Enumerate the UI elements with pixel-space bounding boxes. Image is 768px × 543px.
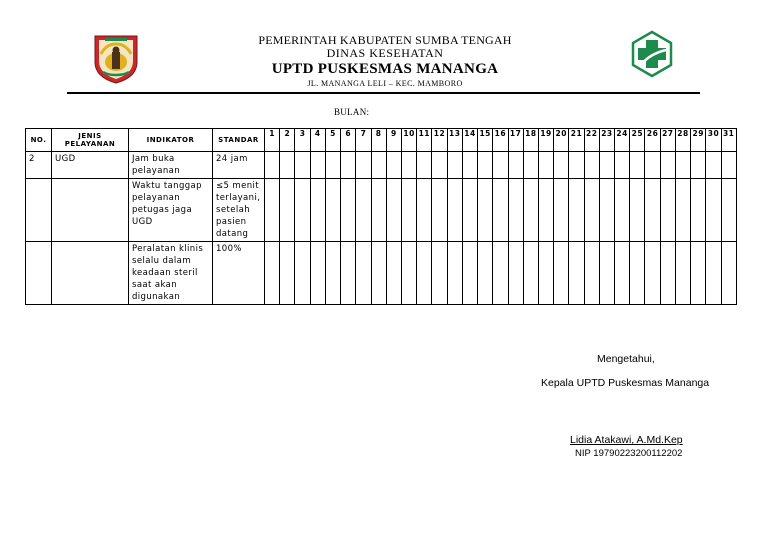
header-day-25: 25 [630, 129, 645, 152]
bulan-label: BULAN: [334, 107, 370, 117]
cell-day-19[interactable] [538, 179, 553, 242]
cell-day-9[interactable] [386, 179, 401, 242]
cell-day-10[interactable] [401, 179, 416, 242]
cell-indikator: Waktu tanggap pelayanan petugas jaga UGD [129, 179, 213, 242]
cell-day-11[interactable] [417, 242, 432, 305]
header-day-11: 11 [417, 129, 432, 152]
cell-day-16[interactable] [493, 152, 508, 179]
cell-day-21[interactable] [569, 242, 584, 305]
indicator-table [25, 128, 737, 305]
cell-day-3[interactable] [295, 179, 310, 242]
header-day-4: 4 [310, 129, 325, 152]
cell-day-24[interactable] [615, 152, 630, 179]
header-day-24: 24 [615, 129, 630, 152]
cell-day-1[interactable] [265, 152, 280, 179]
cell-day-25[interactable] [630, 179, 645, 242]
cell-day-2[interactable] [280, 152, 295, 179]
cell-day-8[interactable] [371, 152, 386, 179]
header-day-16: 16 [493, 129, 508, 152]
cell-jenis-pelayanan [52, 242, 129, 305]
header-no: NO. [26, 129, 52, 152]
cell-day-28[interactable] [675, 152, 690, 179]
header-day-30: 30 [706, 129, 721, 152]
cell-day-17[interactable] [508, 152, 523, 179]
cell-day-7[interactable] [356, 179, 371, 242]
header-day-3: 3 [295, 129, 310, 152]
cell-day-9[interactable] [386, 152, 401, 179]
cell-standar: 24 jam [213, 152, 265, 179]
header-day-23: 23 [599, 129, 614, 152]
signature-name: Lidia Atakawi, A.Md.Kep [570, 434, 683, 446]
header-day-20: 20 [554, 129, 569, 152]
cell-day-21[interactable] [569, 152, 584, 179]
header-day-5: 5 [325, 129, 340, 152]
cell-day-28[interactable] [675, 179, 690, 242]
header-day-31: 31 [721, 129, 736, 152]
header-divider [67, 92, 700, 94]
header-standar: STANDAR [213, 129, 265, 152]
cell-day-29[interactable] [691, 242, 706, 305]
cell-day-12[interactable] [432, 152, 447, 179]
cell-day-14[interactable] [462, 242, 477, 305]
cell-day-15[interactable] [478, 242, 493, 305]
header-day-29: 29 [691, 129, 706, 152]
header-day-28: 28 [675, 129, 690, 152]
cell-day-8[interactable] [371, 179, 386, 242]
cell-day-23[interactable] [599, 152, 614, 179]
header-day-7: 7 [356, 129, 371, 152]
cell-day-12[interactable] [432, 242, 447, 305]
cell-day-23[interactable] [599, 179, 614, 242]
cell-day-2[interactable] [280, 242, 295, 305]
cell-day-17[interactable] [508, 242, 523, 305]
table-row [26, 179, 737, 242]
header-day-21: 21 [569, 129, 584, 152]
cell-day-3[interactable] [295, 242, 310, 305]
cell-day-26[interactable] [645, 179, 660, 242]
cell-day-21[interactable] [569, 179, 584, 242]
header-day-14: 14 [462, 129, 477, 152]
cell-day-19[interactable] [538, 152, 553, 179]
cell-day-2[interactable] [280, 179, 295, 242]
cell-day-29[interactable] [691, 179, 706, 242]
signature-mengetahui: Mengetahui, [597, 353, 655, 365]
header-day-2: 2 [280, 129, 295, 152]
header-day-12: 12 [432, 129, 447, 152]
cell-day-27[interactable] [660, 152, 675, 179]
cell-day-15[interactable] [478, 152, 493, 179]
cell-no: 2 [26, 152, 52, 179]
cell-day-31[interactable] [721, 242, 736, 305]
cell-day-20[interactable] [554, 152, 569, 179]
cell-day-16[interactable] [493, 179, 508, 242]
cell-day-19[interactable] [538, 242, 553, 305]
header-day-8: 8 [371, 129, 386, 152]
cell-day-22[interactable] [584, 242, 599, 305]
header-government-line: PEMERINTAH KABUPATEN SUMBA TENGAH [258, 33, 512, 47]
header-day-17: 17 [508, 129, 523, 152]
table-header-row [26, 129, 737, 152]
cell-day-3[interactable] [295, 152, 310, 179]
cell-jenis-pelayanan: UGD [52, 152, 129, 179]
cell-day-7[interactable] [356, 242, 371, 305]
cell-day-11[interactable] [417, 179, 432, 242]
cell-jenis-pelayanan [52, 179, 129, 242]
cell-day-27[interactable] [660, 179, 675, 242]
cell-day-17[interactable] [508, 179, 523, 242]
cell-day-4[interactable] [310, 179, 325, 242]
header-day-10: 10 [401, 129, 416, 152]
cell-day-14[interactable] [462, 179, 477, 242]
table-row [26, 152, 737, 179]
cell-day-13[interactable] [447, 179, 462, 242]
header-day-19: 19 [538, 129, 553, 152]
cell-day-22[interactable] [584, 152, 599, 179]
cell-day-13[interactable] [447, 152, 462, 179]
cell-day-29[interactable] [691, 152, 706, 179]
cell-day-13[interactable] [447, 242, 462, 305]
header-day-22: 22 [584, 129, 599, 152]
cell-day-18[interactable] [523, 152, 538, 179]
cell-standar: 100% [213, 242, 265, 305]
cell-day-18[interactable] [523, 242, 538, 305]
cell-day-9[interactable] [386, 242, 401, 305]
cell-day-6[interactable] [341, 242, 356, 305]
header-day-26: 26 [645, 129, 660, 152]
cell-day-31[interactable] [721, 179, 736, 242]
cell-day-5[interactable] [325, 242, 340, 305]
cell-day-10[interactable] [401, 152, 416, 179]
cell-day-30[interactable] [706, 242, 721, 305]
cell-day-31[interactable] [721, 152, 736, 179]
cell-day-30[interactable] [706, 179, 721, 242]
header-department-line: DINAS KESEHATAN [326, 46, 444, 60]
header-day-27: 27 [660, 129, 675, 152]
header-day-18: 18 [523, 129, 538, 152]
cell-day-28[interactable] [675, 242, 690, 305]
signature-position: Kepala UPTD Puskesmas Mananga [541, 377, 710, 389]
signature-nip: NIP 19790223200112202 [575, 448, 683, 459]
cell-day-15[interactable] [478, 179, 493, 242]
cell-day-20[interactable] [554, 242, 569, 305]
header-day-15: 15 [478, 129, 493, 152]
cell-indikator: Peralatan klinis selalu dalam keadaan steril saat akan digunakan [129, 242, 213, 305]
cell-day-4[interactable] [310, 242, 325, 305]
cell-day-6[interactable] [341, 152, 356, 179]
cell-day-27[interactable] [660, 242, 675, 305]
cell-day-26[interactable] [645, 242, 660, 305]
header-day-1: 1 [265, 129, 280, 152]
cell-day-24[interactable] [615, 179, 630, 242]
cell-day-25[interactable] [630, 242, 645, 305]
cell-day-16[interactable] [493, 242, 508, 305]
header-institution-title: UPTD PUSKESMAS MANANGA [271, 61, 499, 77]
cell-no [26, 242, 52, 305]
header-indikator: INDIKATOR [129, 129, 213, 152]
cell-day-14[interactable] [462, 152, 477, 179]
cell-day-1[interactable] [265, 179, 280, 242]
cell-day-24[interactable] [615, 242, 630, 305]
cell-day-23[interactable] [599, 242, 614, 305]
cell-day-12[interactable] [432, 179, 447, 242]
cell-day-1[interactable] [265, 242, 280, 305]
table-row [26, 242, 737, 305]
cell-day-22[interactable] [584, 179, 599, 242]
header-jenis-pelayanan: JENIS PELAYANAN [52, 129, 129, 152]
puskesmas-logo-icon [628, 30, 676, 78]
cell-day-20[interactable] [554, 179, 569, 242]
header-address-line: JL. MANANGA LELI – KEC. MAMBORO [307, 79, 463, 88]
cell-day-10[interactable] [401, 242, 416, 305]
cell-day-5[interactable] [325, 179, 340, 242]
cell-day-5[interactable] [325, 152, 340, 179]
cell-standar: ≤5 menit terlayani, setelah pasien datang [213, 179, 265, 242]
cell-day-8[interactable] [371, 242, 386, 305]
cell-day-4[interactable] [310, 152, 325, 179]
sumba-tengah-emblem-icon [91, 32, 141, 84]
header-day-6: 6 [341, 129, 356, 152]
cell-day-26[interactable] [645, 152, 660, 179]
cell-day-11[interactable] [417, 152, 432, 179]
cell-day-6[interactable] [341, 179, 356, 242]
cell-indikator: Jam buka pelayanan [129, 152, 213, 179]
cell-no [26, 179, 52, 242]
cell-day-7[interactable] [356, 152, 371, 179]
cell-day-30[interactable] [706, 152, 721, 179]
header-day-9: 9 [386, 129, 401, 152]
cell-day-18[interactable] [523, 179, 538, 242]
cell-day-25[interactable] [630, 152, 645, 179]
header-day-13: 13 [447, 129, 462, 152]
